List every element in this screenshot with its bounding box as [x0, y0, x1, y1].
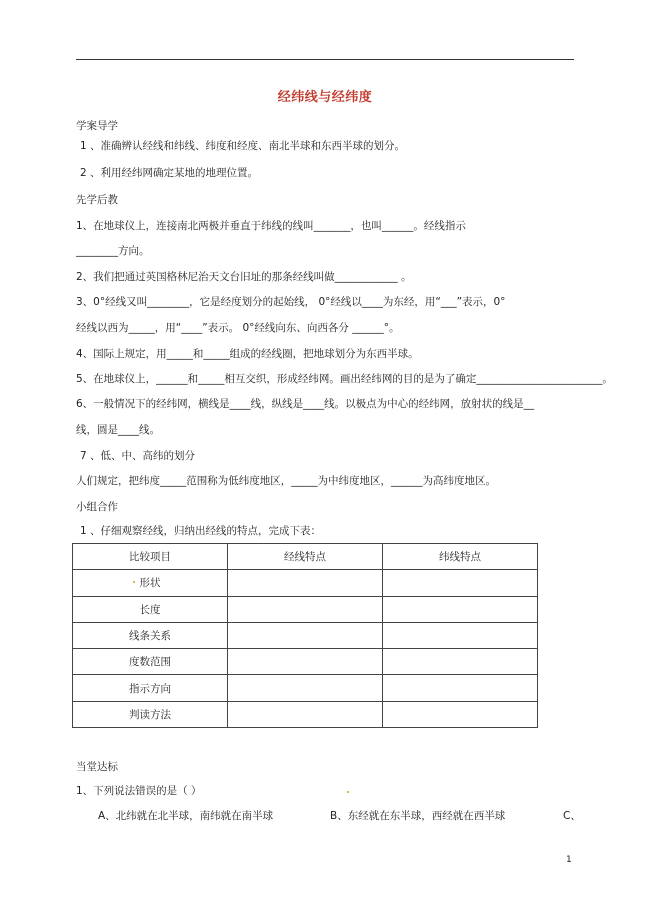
group-intro: 1 、仔细观察经线，归纳出经线的特点，完成下表：: [80, 525, 322, 537]
question-line: ________方向。: [76, 245, 150, 257]
answer-cell[interactable]: [383, 649, 538, 675]
table-header-row: [73, 544, 538, 570]
decorative-dot: [133, 581, 135, 583]
answer-cell[interactable]: [228, 675, 383, 701]
answer-cell[interactable]: [383, 701, 538, 727]
table-header: 经线特点: [228, 544, 383, 570]
question-line: 2、我们把通过英国格林尼治天文台旧址的那条经线叫做____________ 。: [76, 271, 412, 283]
table-row: [73, 701, 538, 727]
answer-cell[interactable]: [228, 649, 383, 675]
answer-cell[interactable]: [383, 675, 538, 701]
decorative-dot: [347, 791, 349, 793]
table-header: 比较项目: [73, 544, 228, 570]
option-a: A、北纬就在北半球，南纬就在南半球: [98, 810, 274, 822]
row-label: 度数范围: [73, 649, 228, 675]
section-heading-guide: 学案导学: [76, 120, 118, 132]
question-line: 经线以西为_____，用“____”表示。 0°经线向东、向西各分 ______°。: [76, 322, 400, 334]
answer-cell[interactable]: [383, 570, 538, 596]
answer-cell[interactable]: [383, 596, 538, 622]
table-row: [73, 570, 538, 596]
page-number: 1: [566, 855, 572, 865]
question-line: 1、下列说法错误的是（ ）: [76, 785, 202, 797]
table-row: [73, 622, 538, 648]
table-row: [73, 596, 538, 622]
question-line: 人们规定，把纬度_____范围称为低纬度地区，_____为中纬度地区，______为高纬度地区。: [76, 475, 496, 487]
row-label: 长度: [73, 596, 228, 622]
answer-cell[interactable]: [228, 622, 383, 648]
question-line: 1、在地球仪上，连接南北两极并垂直于纬线的线叫_______，也叫______。经线指示: [76, 220, 466, 232]
answer-cell[interactable]: [228, 570, 383, 596]
section-heading-test: 当堂达标: [76, 761, 118, 773]
answer-cell[interactable]: [383, 622, 538, 648]
question-line: 7 、低、中、高纬的划分: [80, 450, 196, 462]
answer-cell[interactable]: [228, 701, 383, 727]
row-label: 指示方向: [73, 675, 228, 701]
row-label: 线条关系: [73, 622, 228, 648]
question-line: 3、0°经线又叫________，它是经度划分的起始线， 0°经线以____为东经，用“___”表示，0°: [76, 296, 506, 308]
guide-item: 2 、利用经纬网确定某地的地理位置。: [80, 167, 259, 179]
page-title: 经纬线与经纬度: [277, 90, 373, 105]
header-rule: [76, 59, 574, 60]
table-row: [73, 649, 538, 675]
question-line: 5、在地球仪上，______和_____相互交织，形成经纬网。画出经纬网的目的是为了确定________________________。: [76, 373, 613, 385]
question-line: 6、一般情况下的经纬网，横线是____线，纵线是____线。以极点为中心的经纬网，放射状的线是__: [76, 398, 535, 410]
option-c: C、: [563, 810, 581, 822]
option-b: B、东经就在东半球，西经就在西半球: [330, 810, 506, 822]
row-label: 判读方法: [73, 701, 228, 727]
comparison-table: [72, 543, 537, 728]
section-heading-pre: 先学后教: [76, 194, 118, 206]
question-line: 4、国际上规定，用_____和_____组成的经线圈，把地球划分为东西半球。: [76, 348, 419, 360]
row-label: 形状: [73, 570, 228, 596]
section-heading-group: 小组合作: [76, 501, 118, 513]
question-line: 线，圆是____线。: [76, 424, 160, 436]
answer-cell[interactable]: [228, 596, 383, 622]
table-row: [73, 675, 538, 701]
guide-item: 1 、准确辨认经线和纬线、纬度和经度、南北半球和东西半球的划分。: [80, 140, 406, 152]
table-header: 纬线特点: [383, 544, 538, 570]
